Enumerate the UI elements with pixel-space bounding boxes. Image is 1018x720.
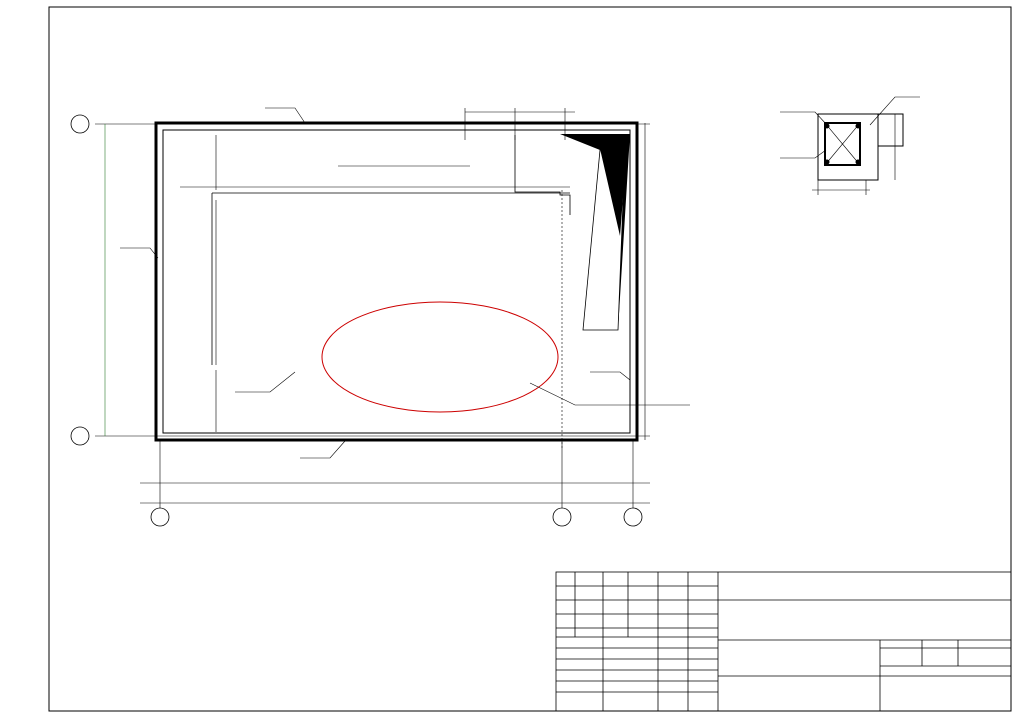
dimension-lines bbox=[105, 108, 650, 503]
area-rebar-ellipse bbox=[322, 302, 558, 412]
slab-plan bbox=[156, 123, 637, 440]
slab-outline bbox=[156, 123, 637, 440]
title-block bbox=[556, 572, 1011, 711]
sheet-frame bbox=[49, 7, 1011, 711]
section-kp1 bbox=[780, 97, 920, 195]
axis-lines bbox=[95, 124, 650, 508]
